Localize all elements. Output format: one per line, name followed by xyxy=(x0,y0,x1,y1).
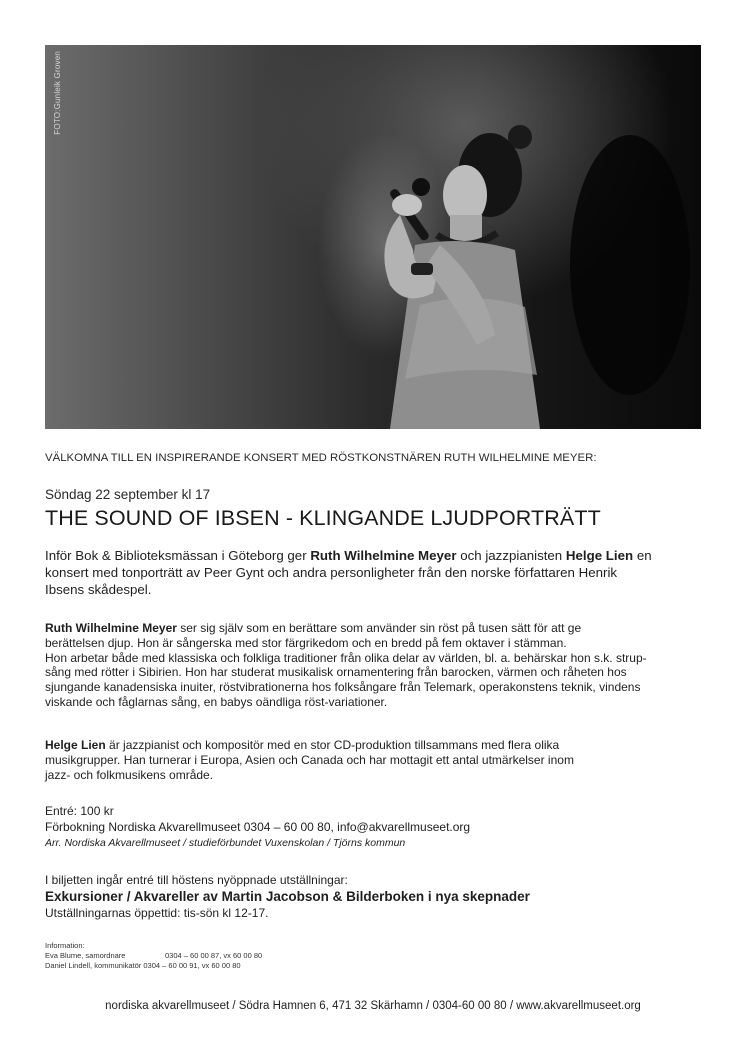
exhibition-headline: Exkursioner / Akvareller av Martin Jacobson & Bilderboken i nya skepnader xyxy=(45,889,530,904)
text-line: Hon arbetar både med klassiska och folkliga traditioner från olika delar av världen, bl. a. behärskar hon s.k. strup- xyxy=(45,650,647,665)
text-segment: och jazzpianisten xyxy=(456,548,566,563)
photo-credit: FOTO:Gunleik Groven xyxy=(53,51,62,135)
helge-bio xyxy=(45,738,705,782)
text-line: viskande och fåglarnas sång, en babys oändliga röst-variationer. xyxy=(45,694,388,709)
performer-name: Ruth Wilhelmine Meyer xyxy=(45,621,177,635)
booking-info: Förbokning Nordiska Akvarellmuseet 0304 – 60 00 80, info@akvarellmuseet.org xyxy=(45,820,471,834)
contact-phone: 0304 – 60 00 87, vx 60 00 80 xyxy=(165,951,263,960)
text-segment: ser sig själv som en berättare som använder sin röst på tusen sätt för att ge xyxy=(176,621,582,635)
performer-name: Ruth Wilhelmine Meyer xyxy=(310,548,457,563)
contact-info xyxy=(45,941,262,971)
opening-hours: Utställningarnas öppettid: tis-sön kl 12-17. xyxy=(45,906,269,920)
pianist-name: Helge Lien xyxy=(45,738,106,752)
text-line: jazz- och folkmusikens område. xyxy=(45,767,214,782)
singer-silhouette xyxy=(45,45,701,429)
text-segment: är jazzpianist och kompositör med en stor CD-produktion tillsammans med flera olika xyxy=(105,738,560,752)
text-segment: en xyxy=(633,548,652,563)
footer-address: nordiska akvarellmuseet / Södra Hamnen 6, 471 32 Skärhamn / 0304-60 00 80 / www.akvarellmuseet.org xyxy=(105,1000,641,1012)
text-segment: Inför Bok & Biblioteksmässan i Göteborg ger xyxy=(45,548,311,563)
event-date: Söndag 22 september kl 17 xyxy=(45,487,211,502)
ticket-info xyxy=(45,803,470,851)
organizers: Arr. Nordiska Akvarellmuseet / studieförbundet Vuxenskolan / Tjörns kommun xyxy=(45,837,406,849)
text-line: berättelsen djup. Hon är sångerska med stor färgrikedom och en bredd på fem oktaver i stämman. xyxy=(45,635,567,650)
text-line: sång med rötter i Sibirien. Hon har studerat musikalisk ornamentering från barocken, värmen och råheten hos xyxy=(45,665,627,680)
concert-photo xyxy=(45,45,701,429)
exhibition-info xyxy=(45,872,530,921)
contact-name: Eva Blume, samordnare xyxy=(45,951,126,960)
exhibition-intro: I biljetten ingår entré till höstens nyöppnade utställningar: xyxy=(45,873,348,887)
info-heading: Information: xyxy=(45,941,85,950)
text-line: sjungande kanadensiska inuiter, röstvibrationerna hos folksångare från Telemark, operakonstens teknik, vindens xyxy=(45,680,641,695)
intro-paragraph xyxy=(45,547,705,598)
contact-line: Daniel Lindell, kommunikatör 0304 – 60 00 91, vx 60 00 80 xyxy=(45,961,241,970)
ruth-bio xyxy=(45,621,705,710)
text-line: musikgrupper. Han turnerar i Europa, Asien och Canada och har mottagit ett antal utmärkelser inom xyxy=(45,752,574,767)
entry-price: Entré: 100 kr xyxy=(45,804,114,818)
event-title: THE SOUND OF IBSEN - KLINGANDE LJUDPORTRÄTT xyxy=(45,506,601,530)
text-line: Ibsens skådespel. xyxy=(45,582,152,597)
intro-text: VÄLKOMNA TILL EN INSPIRERANDE KONSERT MED RÖSTKONSTNÄREN RUTH WILHELMINE MEYER: xyxy=(45,452,597,464)
pianist-name: Helge Lien xyxy=(565,548,634,563)
text-line: konsert med tonporträtt av Peer Gynt och andra personligheter från den norske författaren Henrik xyxy=(45,565,618,580)
